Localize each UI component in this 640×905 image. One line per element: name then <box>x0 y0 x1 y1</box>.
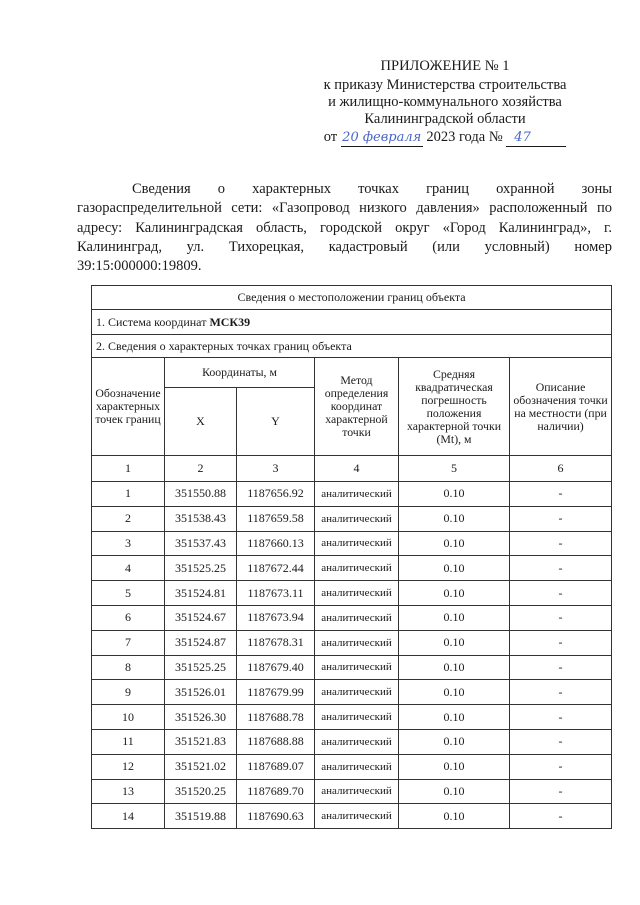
col-header-method: Метод определения координат характерной точки <box>315 358 399 456</box>
handwritten-date: 20 февраля <box>342 130 422 145</box>
coord-y: 1187689.70 <box>237 779 315 804</box>
table-row <box>92 531 612 556</box>
table-title: Сведения о местоположении границ объекта <box>92 286 612 310</box>
coord-y: 1187679.99 <box>237 680 315 705</box>
method: аналитический <box>315 556 399 581</box>
mean-error: 0.10 <box>399 655 510 680</box>
appendix-title: ПРИЛОЖЕНИЕ № 1 <box>380 58 510 74</box>
mean-error: 0.10 <box>399 804 510 829</box>
point-number: 2 <box>92 506 165 531</box>
coord-y: 1187673.11 <box>237 581 315 606</box>
order-line-3: Калининградской области <box>364 111 526 127</box>
mean-error: 0.10 <box>399 779 510 804</box>
column-number: 1 <box>92 456 165 482</box>
method: аналитический <box>315 605 399 630</box>
coord-y: 1187659.58 <box>237 506 315 531</box>
order-line-2: и жилищно-коммунального хозяйства <box>328 94 562 110</box>
coord-x: 351537.43 <box>165 531 237 556</box>
method: аналитический <box>315 754 399 779</box>
point-number: 11 <box>92 729 165 754</box>
coord-y: 1187690.63 <box>237 804 315 829</box>
coord-x: 351521.83 <box>165 729 237 754</box>
date-prefix: от <box>323 129 338 145</box>
point-description: - <box>510 581 612 606</box>
column-number: 5 <box>399 456 510 482</box>
method: аналитический <box>315 729 399 754</box>
table-row <box>92 804 612 829</box>
handwritten-number: 47 <box>506 130 566 147</box>
point-number: 3 <box>92 531 165 556</box>
mean-error: 0.10 <box>399 482 510 507</box>
mean-error: 0.10 <box>399 705 510 730</box>
coord-x: 351525.25 <box>165 556 237 581</box>
mean-error: 0.10 <box>399 581 510 606</box>
table-row <box>92 779 612 804</box>
point-description: - <box>510 729 612 754</box>
point-description: - <box>510 705 612 730</box>
coord-x: 351520.25 <box>165 779 237 804</box>
coord-x: 351538.43 <box>165 506 237 531</box>
table-row <box>92 605 612 630</box>
table-row <box>92 506 612 531</box>
method: аналитический <box>315 506 399 531</box>
point-number: 12 <box>92 754 165 779</box>
coord-y: 1187673.94 <box>237 605 315 630</box>
mean-error: 0.10 <box>399 506 510 531</box>
appendix-header <box>300 58 590 147</box>
table-row <box>92 729 612 754</box>
coord-x: 351524.87 <box>165 630 237 655</box>
table-row <box>92 581 612 606</box>
point-number: 10 <box>92 705 165 730</box>
mean-error: 0.10 <box>399 729 510 754</box>
coord-x: 351526.01 <box>165 680 237 705</box>
coordinate-system-value: МСК39 <box>209 314 251 329</box>
coord-x: 351524.81 <box>165 581 237 606</box>
point-description: - <box>510 655 612 680</box>
mean-error: 0.10 <box>399 630 510 655</box>
column-number: 2 <box>165 456 237 482</box>
boundary-points-table <box>91 285 612 829</box>
method: аналитический <box>315 630 399 655</box>
coord-x: 351524.67 <box>165 605 237 630</box>
column-number: 4 <box>315 456 399 482</box>
coord-x: 351525.25 <box>165 655 237 680</box>
coord-y: 1187678.31 <box>237 630 315 655</box>
point-number: 13 <box>92 779 165 804</box>
table-row <box>92 754 612 779</box>
method: аналитический <box>315 705 399 730</box>
point-number: 7 <box>92 630 165 655</box>
col-header-x: X <box>165 388 237 456</box>
point-description: - <box>510 680 612 705</box>
point-description: - <box>510 556 612 581</box>
point-description: - <box>510 531 612 556</box>
mean-error: 0.10 <box>399 680 510 705</box>
point-number: 4 <box>92 556 165 581</box>
mean-error: 0.10 <box>399 754 510 779</box>
coord-y: 1187688.78 <box>237 705 315 730</box>
method: аналитический <box>315 680 399 705</box>
mean-error: 0.10 <box>399 556 510 581</box>
table-row <box>92 482 612 507</box>
intro-paragraph: Сведения о характерных точках границ охранной зоны газораспределительной сети: «Газопровод низкого давления» расположенный по адресу: Калининградская область, городской округ «Город Калининград», г. Калининград, ул. Тихорецкая, кадастровый (или условный) номер 39:15:000000:19809. <box>77 181 612 275</box>
method: аналитический <box>315 804 399 829</box>
mean-error: 0.10 <box>399 605 510 630</box>
coord-y: 1187679.40 <box>237 655 315 680</box>
coord-x: 351519.88 <box>165 804 237 829</box>
point-number: 14 <box>92 804 165 829</box>
section-2-heading: 2. Сведения о характерных точках границ объекта <box>92 335 612 358</box>
mean-error: 0.10 <box>399 531 510 556</box>
year-text: 2023 года № <box>426 129 503 145</box>
method: аналитический <box>315 531 399 556</box>
method: аналитический <box>315 482 399 507</box>
point-number: 8 <box>92 655 165 680</box>
method: аналитический <box>315 581 399 606</box>
point-number: 6 <box>92 605 165 630</box>
coordinate-system-label: 1. Система координат <box>96 314 207 329</box>
coord-x: 351550.88 <box>165 482 237 507</box>
coord-y: 1187689.07 <box>237 754 315 779</box>
point-description: - <box>510 804 612 829</box>
point-description: - <box>510 630 612 655</box>
coord-y: 1187672.44 <box>237 556 315 581</box>
coord-y: 1187660.13 <box>237 531 315 556</box>
point-description: - <box>510 779 612 804</box>
point-description: - <box>510 754 612 779</box>
coord-y: 1187656.92 <box>237 482 315 507</box>
point-description: - <box>510 506 612 531</box>
method: аналитический <box>315 779 399 804</box>
col-header-description: Описание обозначения точки на местности (при наличии) <box>510 358 612 456</box>
table-row <box>92 556 612 581</box>
col-header-point: Обозначение характерных точек границ <box>92 358 165 456</box>
col-header-coordinates: Координаты, м <box>165 358 315 388</box>
table-row <box>92 680 612 705</box>
coordinate-system-row <box>92 310 612 335</box>
point-number: 5 <box>92 581 165 606</box>
point-number: 9 <box>92 680 165 705</box>
column-number: 6 <box>510 456 612 482</box>
col-header-error: Средняя квадратическая погрешность положения характерной точки (Mt), м <box>399 358 510 456</box>
coord-y: 1187688.88 <box>237 729 315 754</box>
point-description: - <box>510 482 612 507</box>
coord-x: 351521.02 <box>165 754 237 779</box>
point-number: 1 <box>92 482 165 507</box>
order-date-line <box>300 129 590 147</box>
column-numbers-row <box>92 456 612 482</box>
column-number: 3 <box>237 456 315 482</box>
point-description: - <box>510 605 612 630</box>
coord-x: 351526.30 <box>165 705 237 730</box>
order-line-1: к приказу Министерства строительства <box>323 77 567 93</box>
table-row <box>92 630 612 655</box>
table-row <box>92 705 612 730</box>
table-row <box>92 655 612 680</box>
col-header-y: Y <box>237 388 315 456</box>
method: аналитический <box>315 655 399 680</box>
